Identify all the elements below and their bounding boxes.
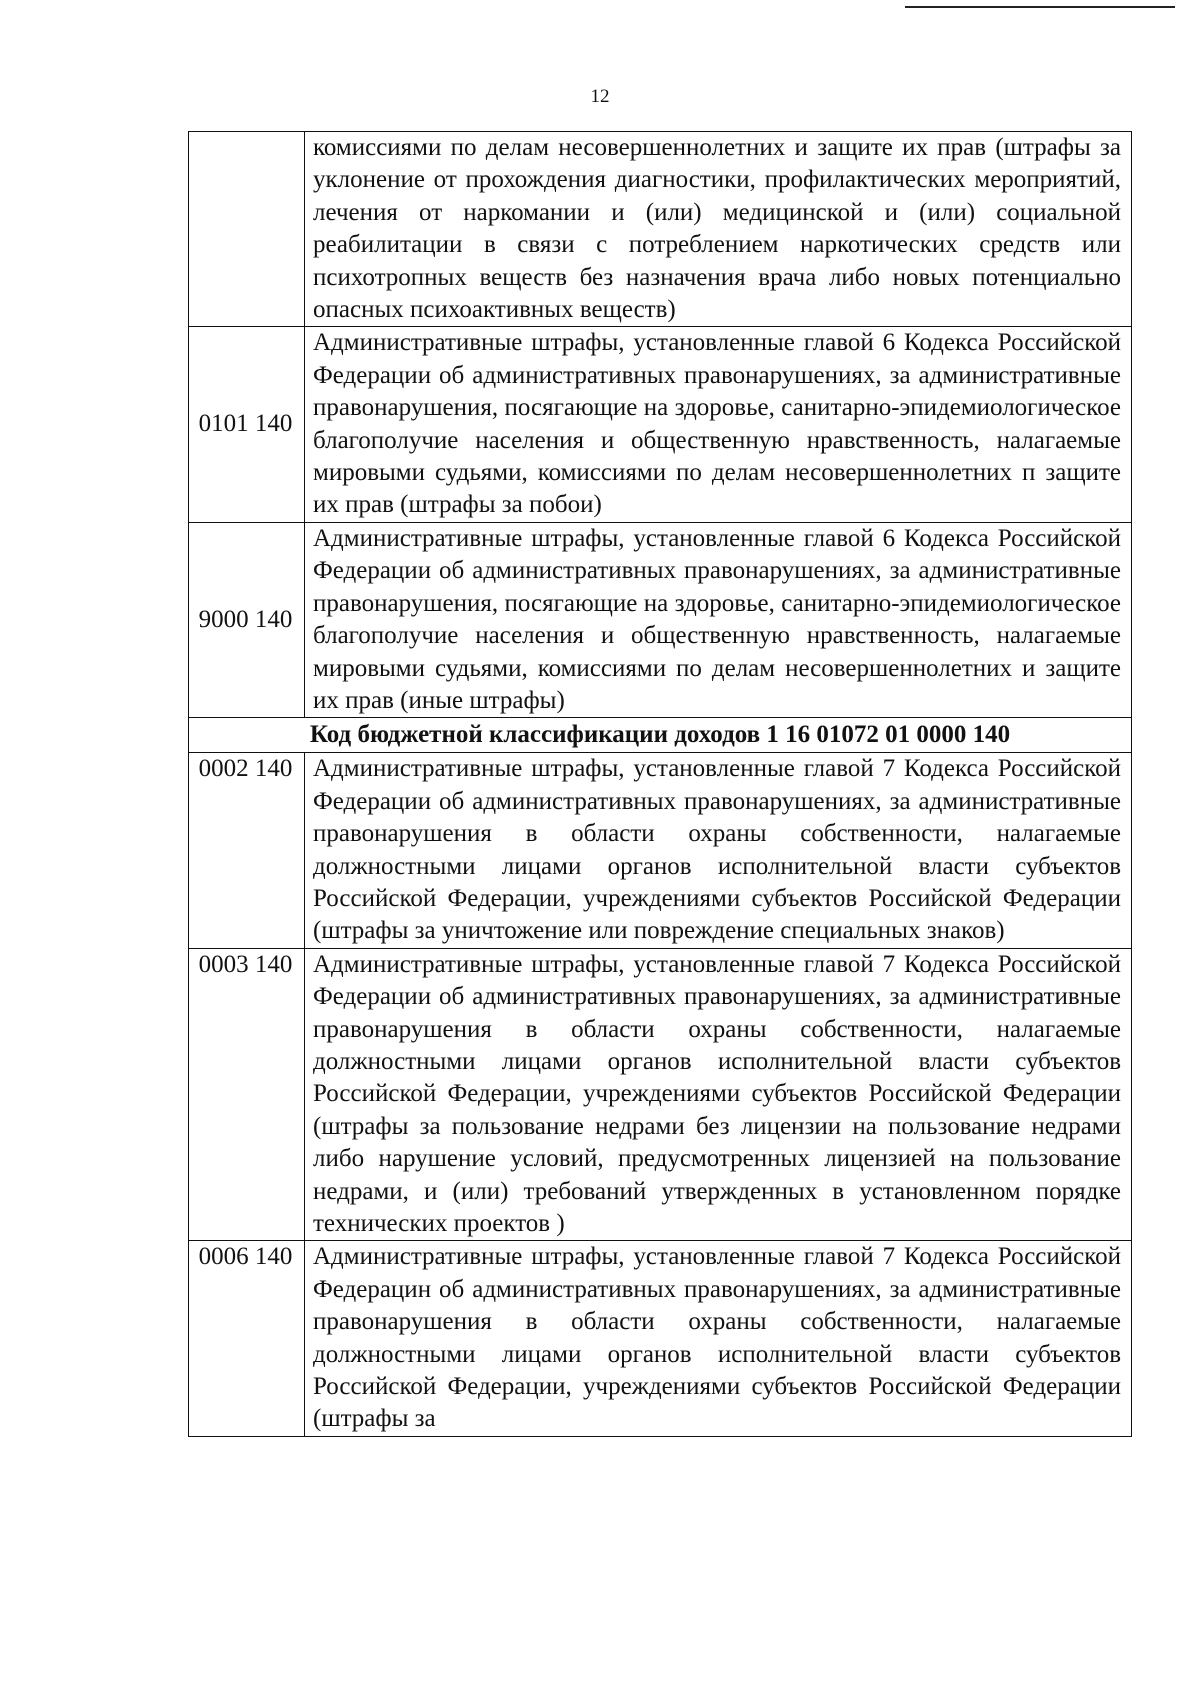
table-row — [189, 1241, 1132, 1436]
description-cell: комиссиями по делам несовершеннолетних и защите их прав (штрафы за уклонение от прохождения диагностики, профилактических мероприятий, лечения от наркомании и (или) медицинской и (или) социальной реабилитации в связи с потреблением наркотических средств или психотропных веществ без назначения врача либо новых потенциально опасных психоактивных веществ) — [305, 132, 1132, 327]
code-cell: 0006 140 — [189, 1241, 305, 1436]
table-row — [189, 132, 1132, 327]
table-row — [189, 327, 1132, 522]
code-cell: 9000 140 — [189, 522, 305, 717]
budget-codes-table — [188, 131, 1132, 1437]
table-row — [189, 522, 1132, 717]
code-cell: 0002 140 — [189, 753, 305, 948]
scan-edge-line — [905, 6, 1175, 8]
section-heading: Код бюджетной классификации доходов 1 16 01072 01 0000 140 — [189, 718, 1132, 753]
code-cell: 0101 140 — [189, 327, 305, 522]
section-heading-row — [189, 718, 1132, 753]
description-cell: Административные штрафы, установленные главой 7 Кодекса Российской Федерации об административных правонарушениях, за административные правонарушения в области охраны собственности, налагаемые должностными лицами органов исполнительной власти субъектов Российской Федерации, учреждениями субъектов Российской Федерации (штрафы за уничтожение или повреждение специальных знаков) — [305, 753, 1132, 948]
table-row — [189, 753, 1132, 948]
description-cell: Административные штрафы, установленные главой 6 Кодекса Российской Федерации об административных правонарушениях, за административные правонарушения, посягающие на здоровье, санитарно-эпидемиологическое благополучие населения и общественную нравственность, налагаемые мировыми судьями, комиссиями по делам несовершеннолетних и защите их прав (иные штрафы) — [305, 522, 1132, 717]
description-cell: Административные штрафы, установленные главой 6 Кодекса Российской Федерации об административных правонарушениях, за административные правонарушения, посягающие на здоровье, санитарно-эпидемиологическое благополучие населения и общественную нравственность, налагаемые мировыми судьями, комиссиями по делам несовершеннолетних п защите их прав (штрафы за побои) — [305, 327, 1132, 522]
description-cell: Административные штрафы, установленные главой 7 Кодекса Российской Федерации об административных правонарушениях, за административные правонарушения в области охраны собственности, налагаемые должностными лицами органов исполнительной власти субъектов Российской Федерации, учреждениями субъектов Российской Федерации (штрафы за пользование недрами без лицензии на пользование недрами либо нарушение условий, предусмотренных лицензией на пользование недрами, и (или) требований утвержденных в установленном порядке технических проектов ) — [305, 948, 1132, 1241]
code-cell — [189, 132, 305, 327]
table-row — [189, 948, 1132, 1241]
code-cell: 0003 140 — [189, 948, 305, 1241]
description-cell: Административные штрафы, установленные главой 7 Кодекса Российской Федерацин об административных правонарушениях, за административные правонарушения в области охраны собственности, налагаемые должностными лицами органов исполнительной власти субъектов Российской Федерации, учреждениями субъектов Российской Федерации (штрафы за — [305, 1241, 1132, 1436]
page-number: 12 — [590, 86, 610, 107]
